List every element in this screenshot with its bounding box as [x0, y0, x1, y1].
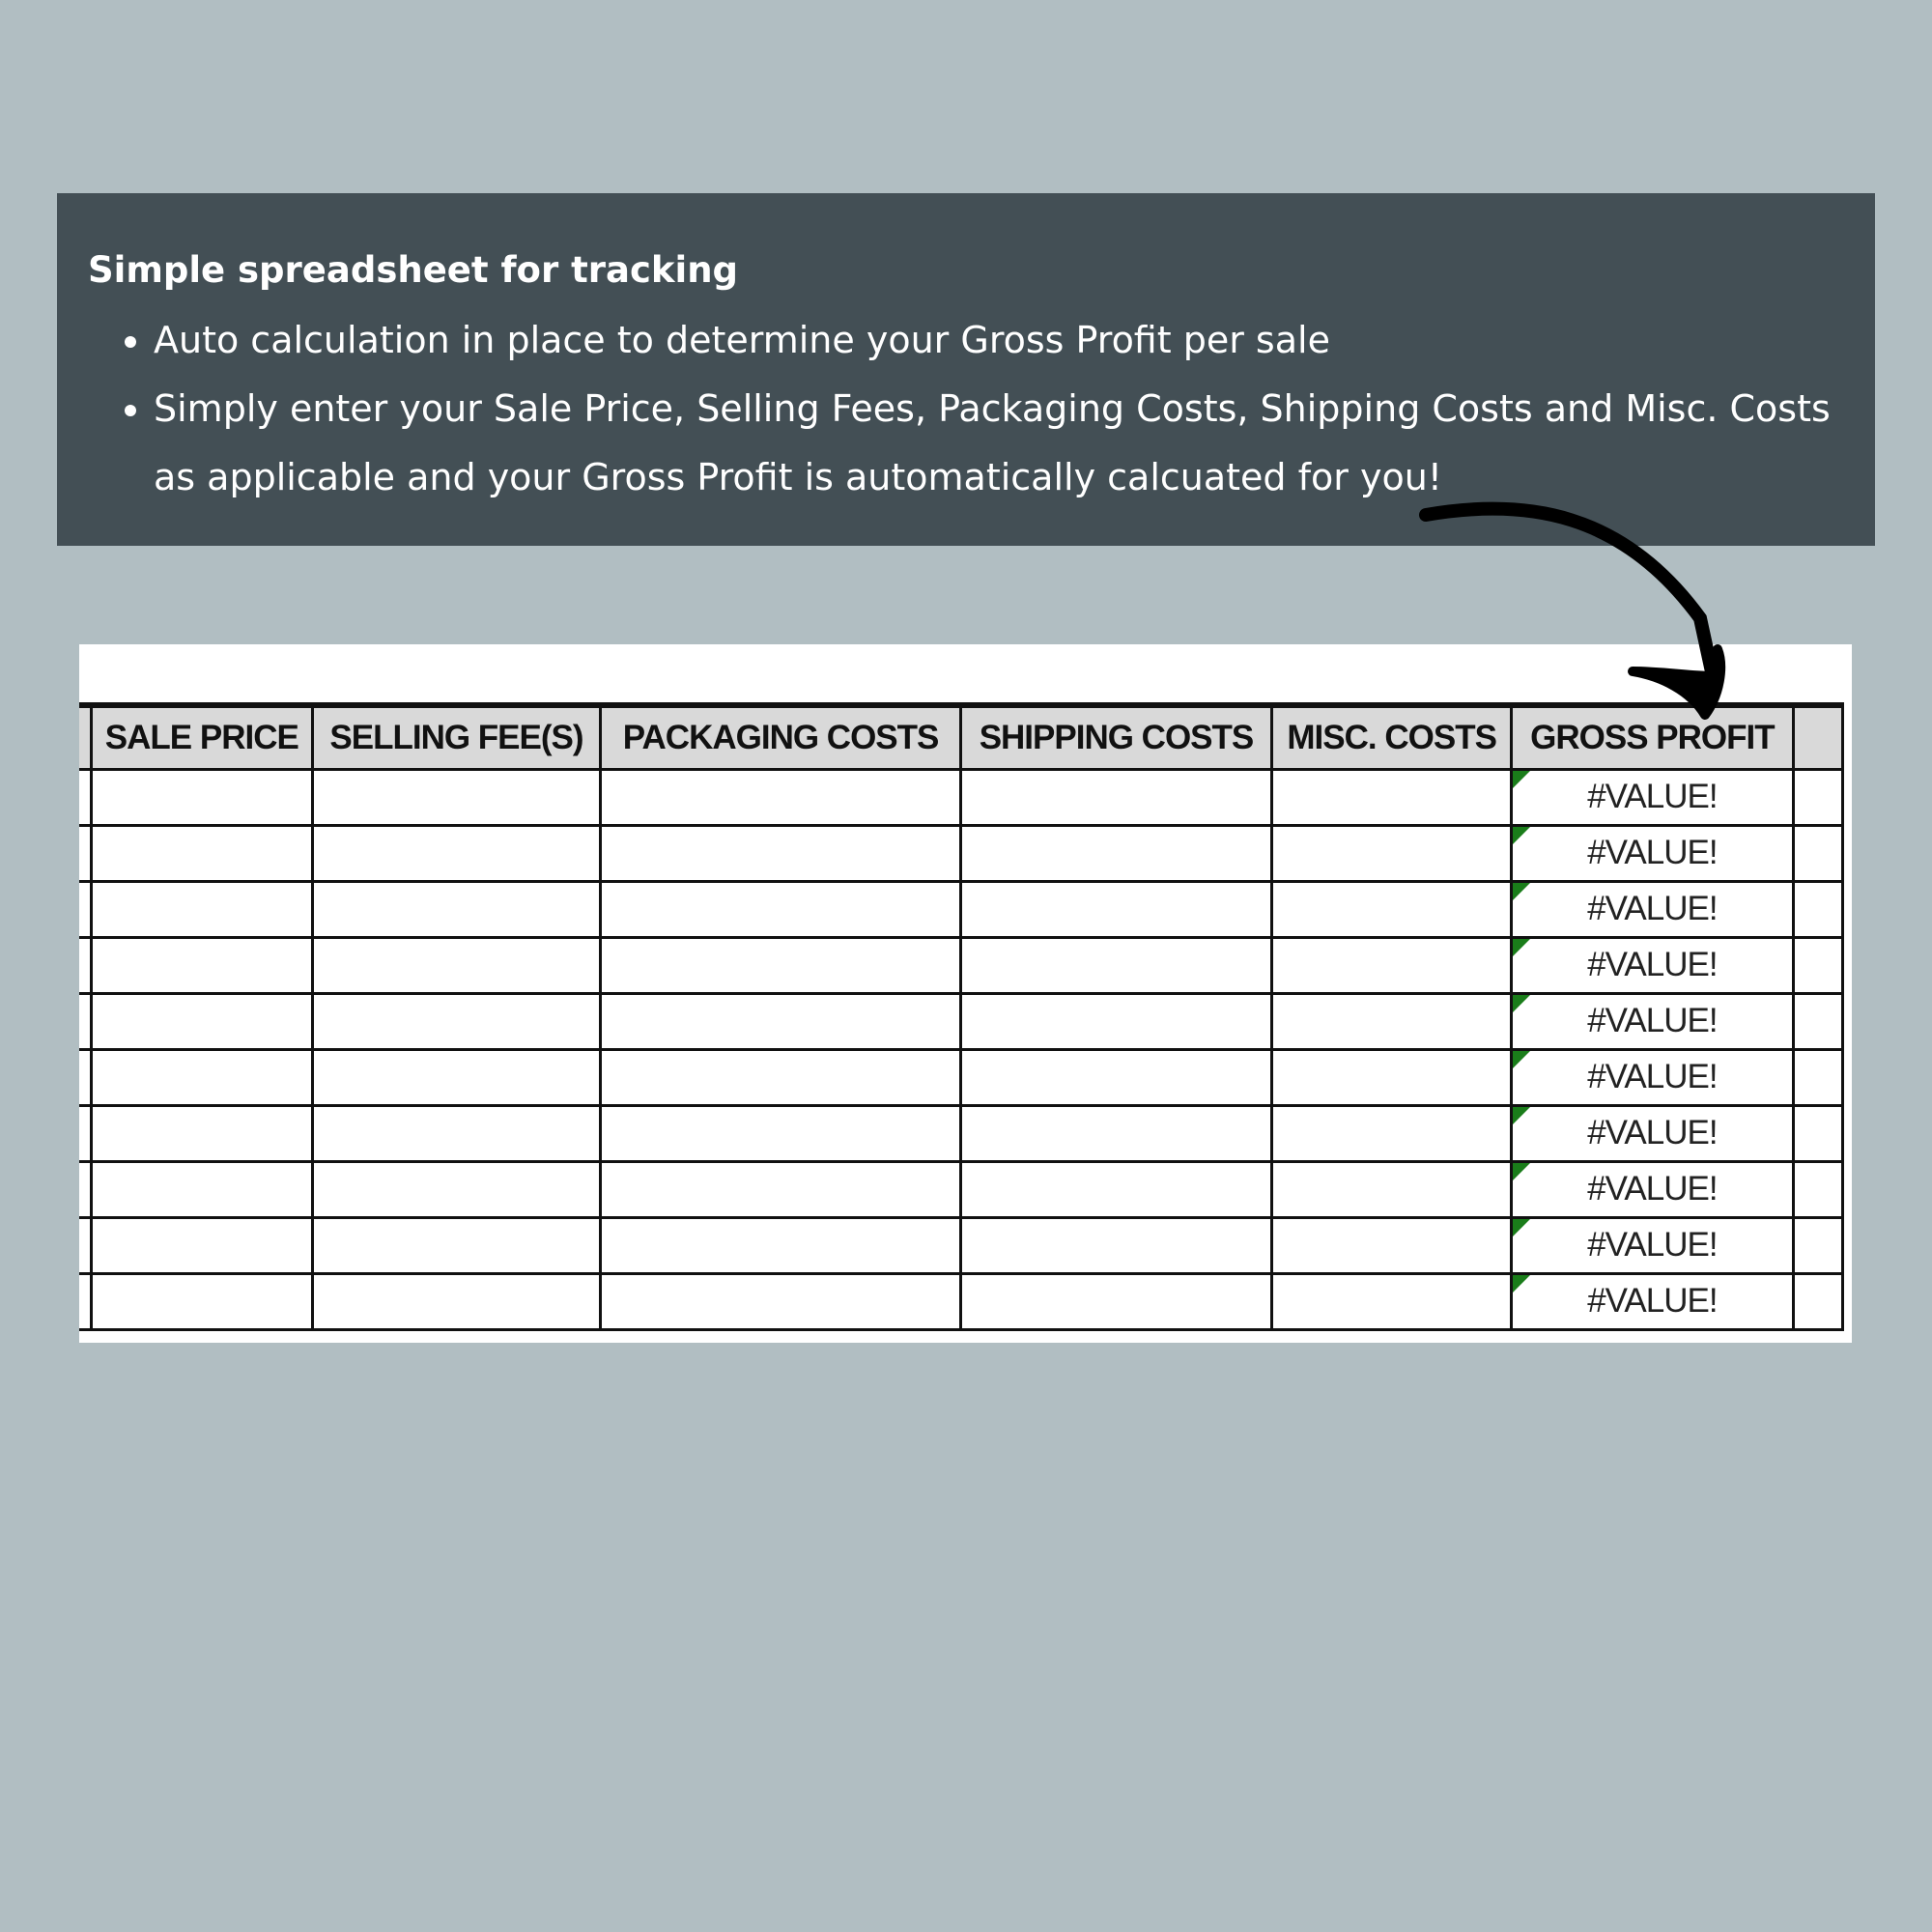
column-header-selling-fees[interactable]: SELLING FEE(S) [312, 705, 601, 769]
gross-profit-value: #VALUE! [1587, 1282, 1718, 1320]
column-header-shipping-costs[interactable]: SHIPPING COSTS [960, 705, 1272, 769]
info-bullet: • Auto calculation in place to determine your Gross Profit per sale [154, 306, 1846, 375]
column-header-packaging-costs[interactable]: PACKAGING COSTS [601, 705, 960, 769]
gross-profit-value: #VALUE! [1587, 778, 1718, 815]
gross-profit-value: #VALUE! [1587, 890, 1718, 927]
gross-profit-value: #VALUE! [1587, 946, 1718, 983]
info-title: Simple spreadsheet for tracking [88, 249, 739, 291]
gross-profit-value: #VALUE! [1587, 834, 1718, 871]
info-bullet: • Simply enter your Sale Price, Selling Fees, Packaging Costs, Shipping Costs and Misc. Costs as applicable and your Gross Profit is automatically calcuated for you! [154, 375, 1846, 512]
gross-profit-value: #VALUE! [1587, 1002, 1718, 1039]
gross-profit-value: #VALUE! [1587, 1058, 1718, 1095]
column-header-sale-price[interactable]: SALE PRICE [92, 705, 312, 769]
column-header-gross-profit[interactable]: GROSS PROFIT [1512, 705, 1794, 769]
gross-profit-value: #VALUE! [1587, 1170, 1718, 1208]
gross-profit-value: #VALUE! [1587, 1226, 1718, 1264]
column-header-misc-costs[interactable]: MISC. COSTS [1272, 705, 1512, 769]
gross-profit-value: #VALUE! [1587, 1114, 1718, 1151]
